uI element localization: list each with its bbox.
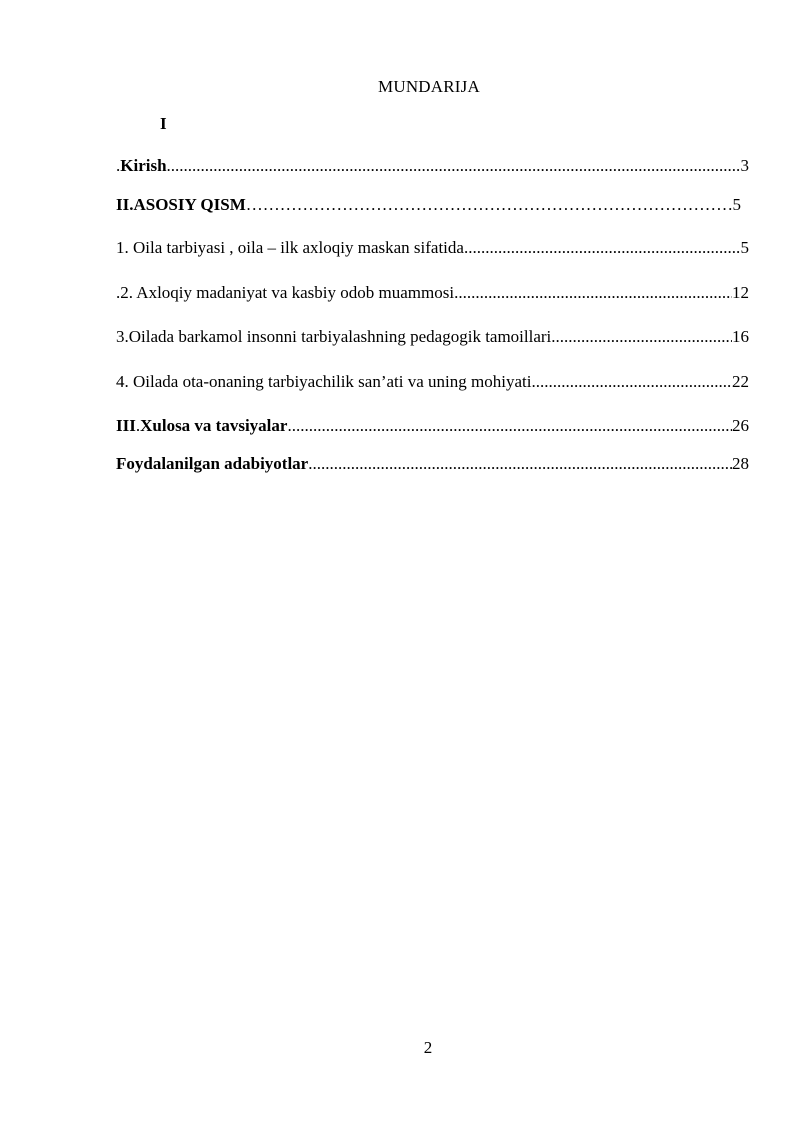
- dot-leader: [167, 155, 741, 177]
- toc-entry-label: 4. Oilada ota-onaning tarbiyachilik san’ati va uning mohiyati: [116, 372, 532, 391]
- toc-entry-asosiy-qism[interactable]: [116, 194, 741, 216]
- toc-entry-label: Foydalanilgan adabiyotlar: [116, 454, 309, 473]
- toc-page-number: 3: [740, 156, 749, 175]
- chapter-marker: I: [160, 114, 167, 133]
- toc-entry-label: .Kirish: [116, 156, 167, 175]
- toc-entry-1[interactable]: [116, 237, 749, 259]
- dot-leader: [246, 194, 733, 216]
- toc-entry-label: 1. Oila tarbiyasi , oila – ilk axloqiy maskan sifatida: [116, 238, 464, 257]
- toc-entry-label: III.Xulosa va tavsiyalar: [116, 416, 288, 435]
- dot-leader: [308, 453, 732, 475]
- toc-entry-label: 3.Oilada barkamol insonni tarbiyalashning pedagogik tamoillari: [116, 327, 552, 346]
- toc-page-number: 5: [740, 238, 749, 257]
- toc-page-number: 28: [732, 454, 749, 473]
- toc-page-number: 5: [732, 195, 741, 214]
- toc-entry-3[interactable]: [116, 326, 749, 348]
- dot-leader: [531, 371, 732, 393]
- toc-page-number: 12: [732, 283, 749, 302]
- toc-page-number: 22: [732, 372, 749, 391]
- dot-leader: [551, 326, 732, 348]
- toc-entry-label: .2. Axloqiy madaniyat va kasbiy odob muammosi: [116, 283, 455, 302]
- dot-leader: [454, 282, 732, 304]
- toc-entry-xulosa[interactable]: [116, 415, 749, 437]
- toc-entry-adabiyotlar[interactable]: [116, 453, 749, 475]
- page-number: 2: [423, 1038, 433, 1057]
- toc-page-number: 16: [732, 327, 749, 346]
- toc-entry-kirish[interactable]: [116, 155, 749, 177]
- toc-page-number: 26: [732, 416, 749, 435]
- toc-entry-label: II.ASOSIY QISM: [116, 195, 246, 214]
- page-title: MUNDARIJA: [378, 77, 480, 96]
- dot-leader: [464, 237, 741, 259]
- dot-leader: [287, 415, 732, 437]
- toc-entry-2[interactable]: [116, 282, 749, 304]
- toc-entry-4[interactable]: [116, 371, 749, 393]
